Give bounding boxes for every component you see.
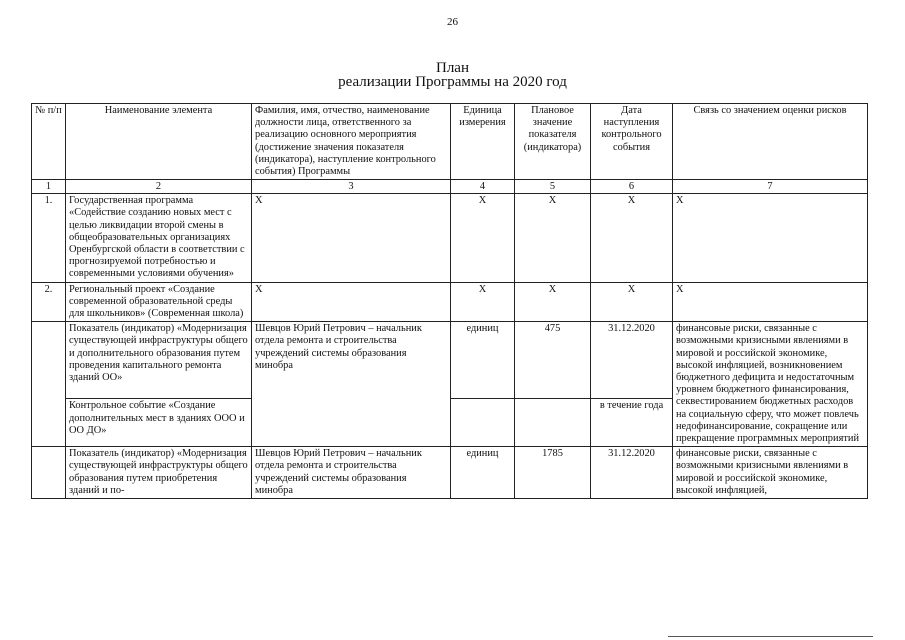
event-date: Х: [591, 194, 673, 282]
table-row: [32, 447, 868, 499]
header-unit: Единица измерения: [451, 104, 515, 180]
header-responsible: Фамилия, имя, отчество, наименование должности лица, ответственного за реализацию основного мероприятия (достижение значения показателя (индикатора), наступление контрольного события) Программы: [252, 104, 451, 180]
plan-table: [31, 103, 868, 499]
unit: единиц: [451, 322, 515, 399]
row-number: [32, 322, 66, 447]
column-number: 7: [673, 180, 868, 194]
column-number: 2: [66, 180, 252, 194]
responsible-person: Х: [252, 282, 451, 322]
unit: единиц: [451, 447, 515, 499]
responsible-person: Х: [252, 194, 451, 282]
header-number: № п/п: [32, 104, 66, 180]
plan-subtitle: реализации Программы на 2020 год: [338, 74, 567, 90]
header-planned-value: Плановое значение показателя (индикатора): [515, 104, 591, 180]
column-number-row: [32, 180, 868, 194]
column-number: 1: [32, 180, 66, 194]
planned-value: Х: [515, 194, 591, 282]
row-number: 1.: [32, 194, 66, 282]
event-date: Х: [591, 282, 673, 322]
risk-link: Х: [673, 194, 868, 282]
unit: [451, 399, 515, 447]
element-name: Показатель (индикатор) «Модернизация существующей инфраструктуры общего и дополнительного образования путем проведения капитального ремонта зданий ОО»: [66, 322, 252, 399]
row-number: [32, 447, 66, 499]
planned-value: Х: [515, 282, 591, 322]
element-name: Государственная программа «Содействие созданию новых мест с целью ликвидации второй смены в общеобразовательных организациях Оренбургской области в соответствии с прогнозируемой потребностью и современными условиями обучения»: [66, 194, 252, 282]
unit: Х: [451, 282, 515, 322]
risk-link: Х: [673, 282, 868, 322]
event-date: 31.12.2020: [591, 447, 673, 499]
header-event-date: Дата наступления контрольного события: [591, 104, 673, 180]
element-name: Контрольное событие «Создание дополнительных мест в зданиях ООО и ОО ДО»: [66, 399, 252, 447]
responsible-person: Шевцов Юрий Петрович – начальник отдела ремонта и строительства учреждений системы образования минобра: [252, 322, 451, 447]
row-number: 2.: [32, 282, 66, 322]
table-row: [32, 194, 868, 282]
risk-link: финансовые риски, связанные с возможными кризисными явлениями в мировой и российской экономике, высокой инфляцией, возникновением бюджетного дефицита и недостаточным уровнем бюджетного финансирования, секвестированием бюджетных расходов на социальную сферу, что может повлечь недофинансирование, сокращение или прекращение программных мероприятий: [673, 322, 868, 447]
page-number: 26: [447, 16, 458, 28]
planned-value: [515, 399, 591, 447]
table-row: [32, 322, 868, 399]
element-name: Показатель (индикатор) «Модернизация существующей инфраструктуры общего образования путем приобретения зданий и по-: [66, 447, 252, 499]
page-bottom-rule: [668, 636, 873, 637]
element-name: Региональный проект «Создание современной образовательной среды для школьников» (Современная школа): [66, 282, 252, 322]
event-date: 31.12.2020: [591, 322, 673, 399]
header-element-name: Наименование элемента: [66, 104, 252, 180]
plan-title: План: [435, 60, 469, 76]
column-number: 6: [591, 180, 673, 194]
risk-link: финансовые риски, связанные с возможными кризисными явлениями в мировой и российской экономике, высокой инфляцией,: [673, 447, 868, 499]
table-header-row: [32, 104, 868, 180]
responsible-person: Шевцов Юрий Петрович – начальник отдела ремонта и строительства учреждений системы образования минобра: [252, 447, 451, 499]
event-date: в течение года: [591, 399, 673, 447]
column-number: 5: [515, 180, 591, 194]
column-number: 3: [252, 180, 451, 194]
planned-value: 1785: [515, 447, 591, 499]
unit: Х: [451, 194, 515, 282]
table-row: [32, 282, 868, 322]
planned-value: 475: [515, 322, 591, 399]
header-risk-link: Связь со значением оценки рисков: [673, 104, 868, 180]
column-number: 4: [451, 180, 515, 194]
